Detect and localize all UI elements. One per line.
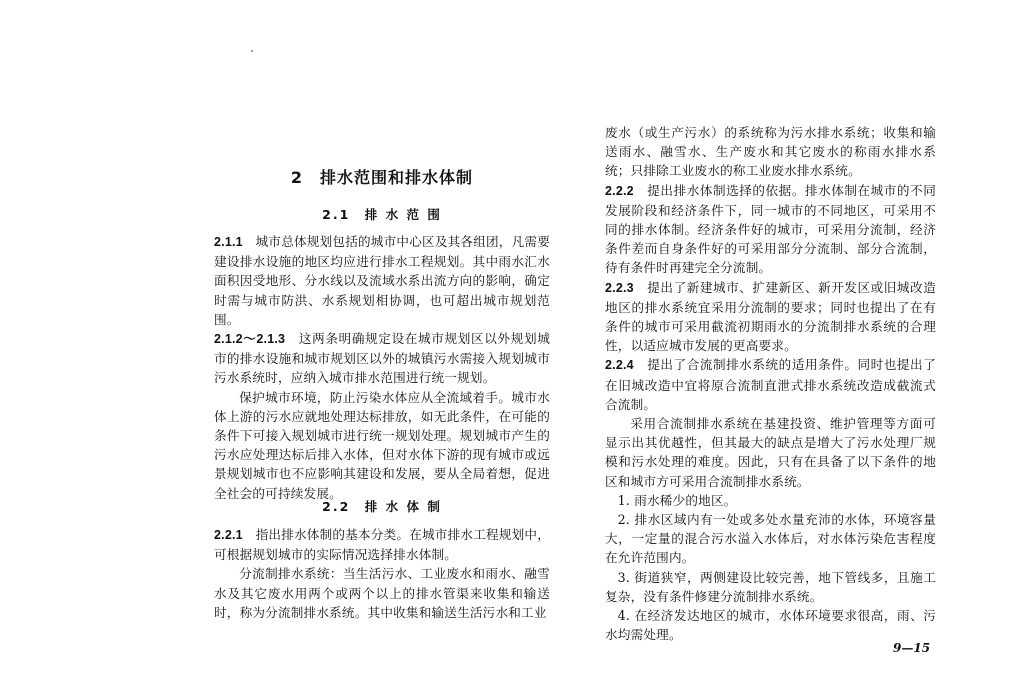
clause-number: 2.2.2 — [605, 183, 634, 198]
paragraph-separate-system: 分流制排水系统：当生活污水、工业废水和雨水、融雪水及其它废水用两个或两个以上的排水管渠来收集和输送时，称为分流制排水系统。其中收集和输送生活污水和工业 — [214, 566, 550, 620]
page-number: 9—15 — [893, 641, 931, 655]
paragraph-2-2-2 — [605, 181, 936, 278]
clause-number: 2.1.1 — [214, 235, 243, 249]
right-column — [605, 123, 936, 644]
paragraph-2-1-1 — [214, 232, 550, 329]
clause-text: 城市总体规划包括的城市中心区及其各组团，凡需要建设排水设施的地区均应进行排水工程规划。其中雨水汇水面积因受地形、分水线以及流域水系出流方向的影响，确定时需与城市防洪、水系规划相协调，也可超出城市规划范围。 — [214, 234, 550, 327]
condition-1: 1. 雨水稀少的地区。 — [617, 492, 737, 508]
clause-number: 2.2.3 — [605, 280, 634, 295]
clause-text: 指出排水体制的基本分类。在城市排水工程规划中，可根据规划城市的实际情况选择排水体制。 — [214, 527, 550, 563]
clause-text: 这两条明确规定设在城市规划区以外规划城市的排水设施和城市规划区以外的城镇污水需接入规划城市污水系统时，应纳入城市排水范围进行统一规划。 — [214, 331, 550, 386]
condition-4: 4. 在经济发达地区的城市，水体环境要求很高，雨、污水均需处理。 — [605, 608, 936, 643]
clause-text: 提出了新建城市、扩建新区、新开发区或旧城改造地区的排水系统宜采用分流制的要求；同时也提出了在有条件的城市可采用截流初期雨水的分流制排水系统的合理性，以适应城市发展的更高要求。 — [605, 279, 936, 354]
scan-speck — [251, 50, 253, 52]
section-2-2-title: 2.2 排 水 体 制 — [322, 499, 442, 514]
clause-number: 2.2.4 — [605, 358, 634, 373]
paragraph-continued: 废水（或生产污水）的系统称为污水排水系统；收集和输送雨水、融雪水、生产废水和其它废水的称雨水排水系统；只排除工业废水的称工业废水排水系统。 — [605, 125, 936, 179]
paragraph-2-2-4 — [605, 355, 936, 414]
clause-text: 提出排水体制选择的依据。排水体制在城市的不同发展阶段和经济条件下，同一城市的不同地区，可采用不同的排水体制。经济条件好的城市，可采用分流制，经济条件差而自身条件好的可采用部分分流制、部分合流制，待有条件时再建完全分流制。 — [605, 182, 936, 276]
paragraph-protect-environment: 保护城市环境，防止污染水体应从全流域着手。城市水体上游的污水应就地处理达标排放，如无此条件，在可能的条件下可接入规划城市进行统一规划处理。规划城市产生的污水应处理达标后排入水体，但对水体下游的现有城市或远景规划城市也不应影响其建设和发展，要从全局着想，促进全社会的可持续发展。 — [214, 389, 550, 501]
clause-text: 提出了合流制排水系统的适用条件。同时也提出了在旧城改造中宜将原合流制直泄式排水系统改造成截流式合流制。 — [605, 357, 936, 412]
paragraph-2-2-3 — [605, 278, 936, 356]
left-column-upper — [214, 232, 550, 503]
paragraph-combined-system: 采用合流制排水系统在基建投资、维护管理等方面可显示出其优越性，但其最大的缺点是增大了污水处理厂规模和污水处理的难度。因此，只有在具备了以下条件的地区和城市方可采用合流制排水系统。 — [605, 416, 936, 489]
condition-3: 3. 街道狭窄，两侧建设比较完善，地下管线多，且施工复杂，没有条件修建分流制排水系统。 — [605, 569, 936, 604]
paragraph-2-1-2 — [214, 329, 550, 388]
section-2-1-title: 2.1 排 水 范 围 — [322, 207, 442, 222]
clause-number: 2.1.2～2.1.3 — [214, 332, 286, 347]
paragraph-2-2-1 — [214, 525, 550, 564]
clause-number: 2.2.1 — [214, 528, 243, 542]
left-column-lower — [214, 525, 550, 622]
condition-2: 2. 排水区域内有一处或多处水量充沛的水体，环境容量大，一定量的混合污水溢入水体后，对水体污染危害程度在允许范围内。 — [605, 512, 936, 566]
chapter-title: 2 排水范围和排水体制 — [290, 168, 474, 187]
